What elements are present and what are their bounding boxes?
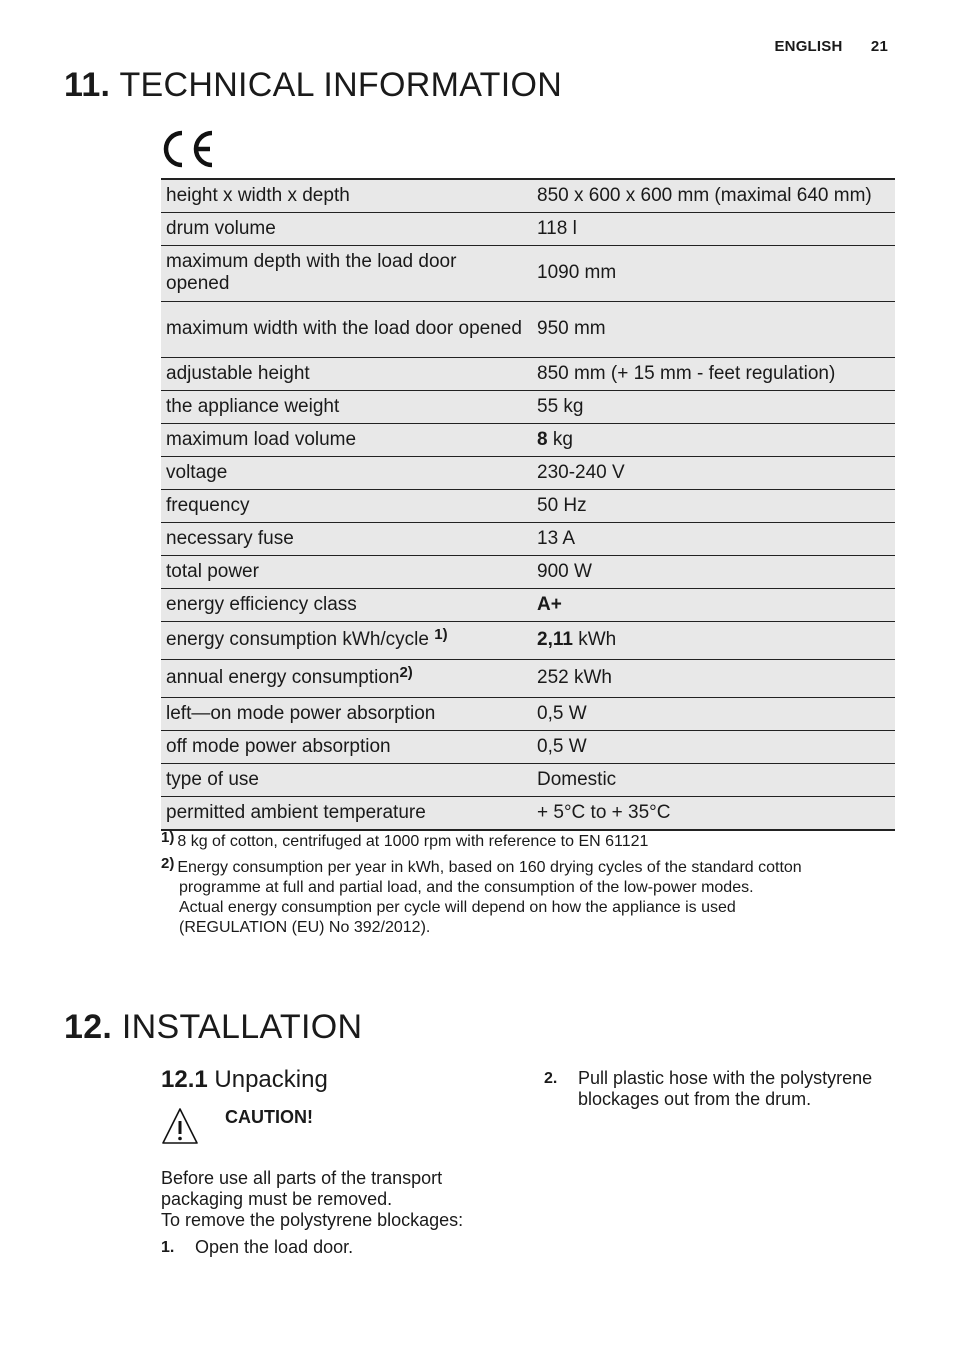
- spec-label: total power: [161, 556, 527, 589]
- spec-value-bold: 2,11: [537, 629, 573, 650]
- table-row: [161, 556, 895, 589]
- spec-label: height x width x depth: [161, 179, 527, 213]
- spec-label: adjustable height: [161, 358, 527, 391]
- table-row: [161, 698, 895, 731]
- list-item: [544, 1068, 904, 1110]
- table-row: [161, 589, 895, 622]
- table-row: [161, 302, 895, 358]
- spec-value: 1090 mm: [527, 246, 895, 302]
- list-item: [161, 1237, 353, 1258]
- spec-value: + 5°C to + 35°C: [527, 797, 895, 831]
- spec-label: frequency: [161, 490, 527, 523]
- section-number: 12.: [64, 1008, 113, 1046]
- table-row: [161, 391, 895, 424]
- intro-line: packaging must be removed.: [161, 1189, 393, 1209]
- table-row: [161, 213, 895, 246]
- spec-label: [161, 660, 527, 698]
- spec-label: [161, 622, 527, 660]
- spec-value: 850 mm (+ 15 mm - feet regulation): [527, 358, 895, 391]
- spec-value: 900 W: [527, 556, 895, 589]
- table-row: [161, 731, 895, 764]
- spec-value: [527, 589, 895, 622]
- footnote-mark: 1): [161, 829, 175, 846]
- footnote-1: [161, 829, 649, 852]
- section-heading-installation: [64, 1008, 362, 1047]
- spec-label: type of use: [161, 764, 527, 797]
- spec-label: the appliance weight: [161, 391, 527, 424]
- footnote-text-line: Actual energy consumption per cycle will depend on how the appliance is used: [179, 899, 736, 916]
- spec-label: maximum depth with the load door opened: [161, 246, 527, 302]
- warning-triangle-icon: [160, 1106, 200, 1151]
- spec-value-bold: 8: [537, 428, 548, 450]
- table-row: [161, 660, 895, 698]
- spec-value: 0,5 W: [527, 698, 895, 731]
- spec-value: 0,5 W: [527, 731, 895, 764]
- subsection-title: Unpacking: [214, 1066, 328, 1093]
- subsection-number: 12.1: [161, 1066, 208, 1093]
- spec-value-unit: kg: [547, 428, 573, 450]
- spec-label: voltage: [161, 457, 527, 490]
- spec-value-unit: kWh: [572, 629, 617, 650]
- step-number: 2.: [544, 1070, 558, 1087]
- table-row: [161, 358, 895, 391]
- ce-mark-icon: [160, 129, 216, 174]
- footnote-ref: 2): [399, 664, 413, 681]
- section-title: TECHNICAL INFORMATION: [119, 66, 563, 104]
- table-row: [161, 424, 895, 457]
- intro-line: To remove the polystyrene blockages:: [161, 1210, 464, 1230]
- intro-paragraph: [161, 1168, 463, 1231]
- step-text: Open the load door.: [195, 1237, 354, 1257]
- spec-value: [527, 424, 895, 457]
- spec-value-bold: A+: [537, 593, 562, 615]
- spec-value: 850 x 600 x 600 mm (maximal 640 mm): [527, 179, 895, 213]
- footnote-text-line: Energy consumption per year in kWh, based on 160 drying cycles of the standard cotton: [177, 859, 802, 876]
- step-text: Pull plastic hose with the polystyrene: [578, 1068, 873, 1088]
- footnote-2: [161, 855, 895, 938]
- spec-label: off mode power absorption: [161, 731, 527, 764]
- spec-label-text: energy consumption kWh/cycle: [166, 629, 435, 650]
- spec-label: maximum load volume: [161, 424, 527, 457]
- caution-label: CAUTION!: [225, 1107, 313, 1127]
- table-row: [161, 457, 895, 490]
- spec-label: left—on mode power absorption: [161, 698, 527, 731]
- table-row: [161, 246, 895, 302]
- spec-value: [527, 622, 895, 660]
- spec-label: energy efficiency class: [161, 589, 527, 622]
- footnote-text-line: programme at full and partial load, and the consumption of the low-power modes.: [179, 879, 754, 896]
- spec-value: 252 kWh: [527, 660, 895, 698]
- table-row: [161, 490, 895, 523]
- subsection-heading-unpacking: [161, 1066, 328, 1094]
- language-label: ENGLISH: [774, 38, 843, 55]
- step-text: blockages out from the drum.: [578, 1089, 812, 1109]
- spec-label: necessary fuse: [161, 523, 527, 556]
- step-number: 1.: [161, 1239, 175, 1256]
- section-title: INSTALLATION: [121, 1008, 363, 1046]
- page-number: 21: [870, 38, 888, 55]
- footnote-ref: 1): [434, 626, 448, 643]
- section-heading-technical-information: [64, 66, 562, 105]
- table-row: [161, 179, 895, 213]
- spec-value: 50 Hz: [527, 490, 895, 523]
- spec-value: 230-240 V: [527, 457, 895, 490]
- table-row: [161, 764, 895, 797]
- page-header: [774, 38, 888, 55]
- spec-value: 950 mm: [527, 302, 895, 358]
- spec-label: drum volume: [161, 213, 527, 246]
- spec-label: permitted ambient temperature: [161, 797, 527, 831]
- table-row: [161, 797, 895, 831]
- spec-value: Domestic: [527, 764, 895, 797]
- intro-line: Before use all parts of the transport: [161, 1168, 443, 1188]
- table-row: [161, 622, 895, 660]
- section-number: 11.: [64, 66, 111, 104]
- spec-value: 55 kg: [527, 391, 895, 424]
- footnote-text-line: (REGULATION (EU) No 392/2012).: [179, 919, 431, 936]
- table-row: [161, 523, 895, 556]
- footnote-mark: 2): [161, 855, 175, 872]
- footnote-text: 8 kg of cotton, centrifuged at 1000 rpm with reference to EN 61121: [177, 833, 649, 850]
- spec-label: maximum width with the load door opened: [161, 302, 527, 358]
- spec-label-text: annual energy consumption: [166, 667, 400, 688]
- spec-value: 13 A: [527, 523, 895, 556]
- technical-specs-table: [161, 178, 895, 831]
- spec-value: 118 l: [527, 213, 895, 246]
